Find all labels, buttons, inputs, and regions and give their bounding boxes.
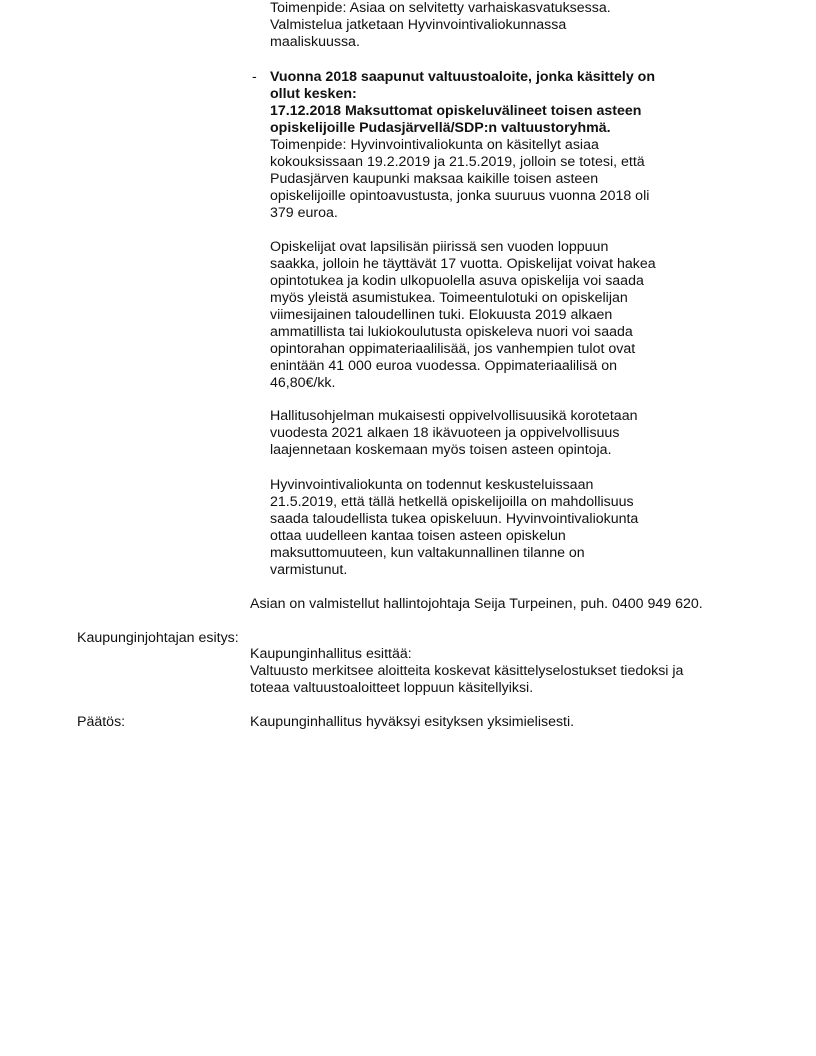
para2-line-4: myös yleistä asumistukea. Toimeentulotuki on opiskelijan: [270, 290, 628, 306]
para2-line-9: 46,80€/kk.: [270, 375, 336, 391]
decision-text: Kaupunginhallitus hyväksyi esityksen yksimielisesti.: [250, 714, 575, 730]
proposal-line-1: Kaupunginhallitus esittää:: [250, 646, 412, 662]
preparer-note: Asian on valmistellut hallintojohtaja Seija Turpeinen, puh. 0400 949 620.: [250, 596, 703, 612]
proposal-line-3: toteaa valtuustoaloitteet loppuun käsitellyiksi.: [250, 680, 534, 696]
para4-line-1: Hyvinvointivaliokunta on todennut keskusteluissaan: [270, 477, 594, 493]
para2-line-5: viimesijainen taloudellinen tuki. Elokuusta 2019 alkaen: [270, 307, 613, 323]
para1-line-5: 379 euroa.: [270, 205, 338, 221]
para4-line-2: 21.5.2019, että tällä hetkellä opiskelijoilla on mahdollisuus: [270, 494, 634, 510]
para4-line-5: maksuttomuuteen, kun valtakunnallinen tilanne on: [270, 545, 585, 561]
para3-line-2: vuodesta 2021 alkaen 18 ikävuoteen ja oppivelvollisuus: [270, 425, 620, 441]
bullet-heading-line-4: opiskelijoille Pudasjärvellä/SDP:n valtuustoryhmä.: [270, 120, 611, 136]
para3-line-1: Hallitusohjelman mukaisesti oppivelvollisuusikä korotetaan: [270, 408, 638, 424]
para4-line-6: varmistunut.: [270, 562, 348, 578]
para2-line-8: enintään 41 000 euroa vuodessa. Oppimateriaalilisä on: [270, 358, 618, 374]
block1-line-2: Valmistelua jatketaan Hyvinvointivaliokunnassa: [270, 17, 567, 33]
para1-line-3: Pudasjärven kaupunki maksaa kaikille toisen asteen: [270, 171, 599, 187]
para1-line-1: Toimenpide: Hyvinvointivaliokunta on käsitellyt asiaa: [270, 137, 599, 153]
bullet-heading-line-3: 17.12.2018 Maksuttomat opiskeluvälineet toisen asteen: [270, 103, 642, 119]
para2-line-7: opintorahan oppimateriaalilisää, jos vanhempien tulot ovat: [270, 341, 636, 357]
proposal-label: Kaupunginjohtajan esitys:: [77, 630, 239, 646]
proposal-line-2: Valtuusto merkitsee aloitteita koskevat käsittelyselostukset tiedoksi ja: [250, 663, 684, 679]
bullet-heading-line-2: ollut kesken:: [270, 86, 357, 102]
para2-line-2: saakka, jolloin he täyttävät 17 vuotta. Opiskelijat voivat hakea: [270, 256, 656, 272]
para2-line-3: opintotukea ja kodin ulkopuolella asuva opiskelija voi saada: [270, 273, 644, 289]
bullet-heading-line-1: Vuonna 2018 saapunut valtuustoaloite, jonka käsittely on: [270, 69, 655, 85]
decision-label: Päätös:: [77, 714, 126, 730]
para4-line-3: saada taloudellista tukea opiskeluun. Hyvinvointivaliokunta: [270, 511, 639, 527]
para3-line-3: laajennetaan koskemaan myös toisen asteen opintoja.: [270, 442, 612, 458]
para1-line-2: kokouksissaan 19.2.2019 ja 21.5.2019, jolloin se totesi, että: [270, 154, 645, 170]
block1-line-3: maaliskuussa.: [270, 34, 360, 50]
bullet-dash: -: [252, 69, 257, 85]
para2-line-1: Opiskelijat ovat lapsilisän piirissä sen vuoden loppuun: [270, 239, 609, 255]
block1-line-1: Toimenpide: Asiaa on selvitetty varhaiskasvatuksessa.: [270, 0, 611, 16]
para1-line-4: opiskelijoille opintoavustusta, jonka suuruus vuonna 2018 oli: [270, 188, 650, 204]
para2-line-6: ammatillista tai lukiokoulutusta opiskeleva nuori voi saada: [270, 324, 633, 340]
para4-line-4: ottaa uudelleen kantaa toisen asteen opiskelun: [270, 528, 566, 544]
